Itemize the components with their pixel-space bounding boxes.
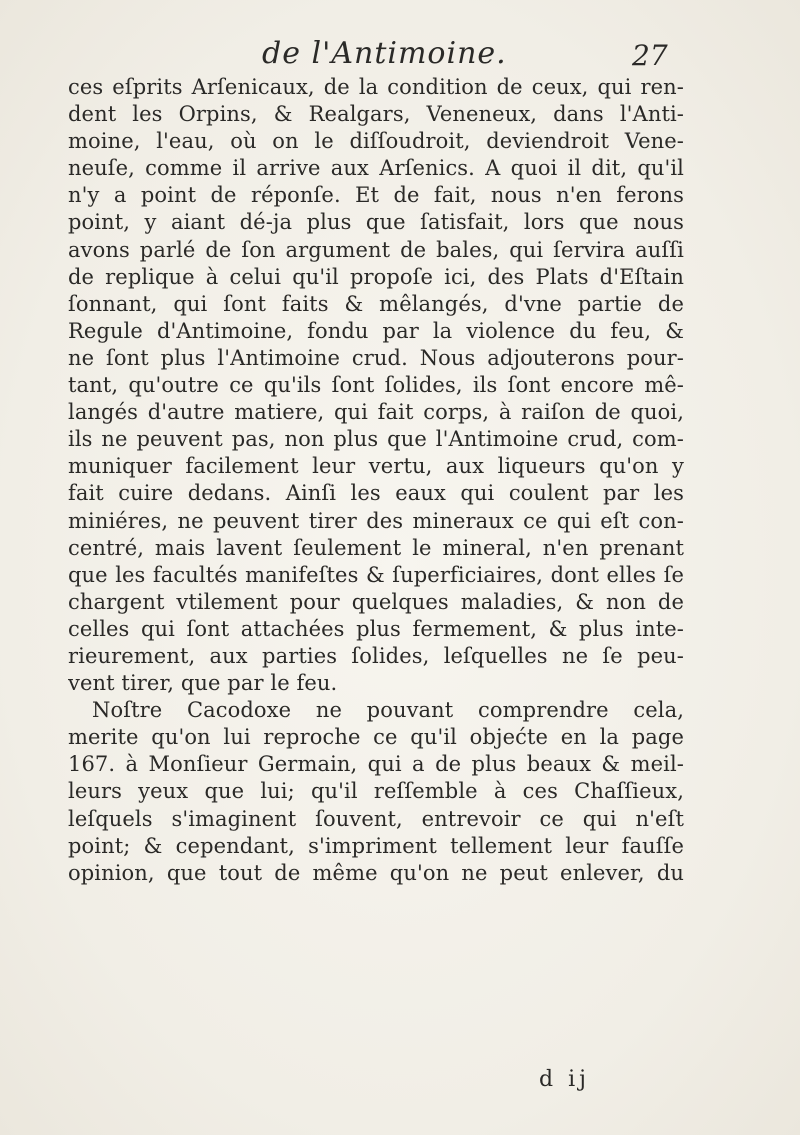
text-line: merite qu'on lui reproche ce qu'il objećte en la page [68,725,684,750]
text-line: Noſtre Cacodoxe ne pouvant comprendre cela, [92,698,684,723]
signature-mark: d ij [539,1067,590,1092]
text-line: avons parlé de ſon argument de bales, qui ſervira auſſi [68,237,684,262]
text-line: langés d'autre matiere, qui fait corps, à raiſon de quoi, [68,400,684,425]
text-line: chargent vtilement pour quelques maladies, & non de [68,589,684,614]
text-line: point; & cependant, s'impriment tellement leur fauſſe [68,833,684,858]
text-line: vent tirer, que par le feu. [68,671,338,696]
text-line: n'y a point de réponſe. Et de fait, nous n'en ferons [68,183,684,208]
text-line: 167. à Monſieur Germain, qui a de plus beaux & meil- [68,752,684,777]
running-title: de l'Antimoine. [262,36,507,71]
text-line: muniquer facilement leur vertu, aux liqueurs qu'on y [68,454,684,479]
text-line: Regule d'Antimoine, fondu par la violence du feu, & [68,318,684,343]
page-number: 27 [632,39,668,72]
text-line: ne ſont plus l'Antimoine crud. Nous adjouterons pour- [68,345,684,370]
text-line: opinion, que tout de même qu'on ne peut enlever, du [68,860,684,885]
text-line: ſonnant, qui ſont faits & mêlangés, d'vne partie de [68,291,684,316]
body-text [68,74,684,887]
text-line: rieurement, aux parties ſolides, leſquelles ne ſe peu- [68,643,684,668]
text-line: centré, mais lavent ſeulement le mineral, n'en prenant [68,535,684,560]
text-line: ils ne peuvent pas, non plus que l'Antimoine crud, com- [68,427,684,452]
text-line: leurs yeux que lui; qu'il reſſemble à ces Chaſſieux, [68,779,684,804]
running-head [0,34,800,74]
text-line: leſquels s'imaginent ſouvent, entrevoir ce qui n'eſt [68,806,684,831]
text-line: que les facultés manifeſtes & ſuperficiaires, dont elles ſe [68,562,684,587]
text-line: moine, l'eau, où on le diſſoudroit, deviendroit Vene- [68,129,684,154]
text-line: celles qui ſont attachées plus fermement, & plus inte- [68,616,684,641]
text-line: miniéres, ne peuvent tirer des mineraux ce qui eſt con- [68,508,684,533]
text-line: point, y aiant dé-ja plus que ſatisfait, lors que nous [68,210,684,235]
text-line: dent les Orpins, & Realgars, Veneneux, dans l'Anti- [68,102,684,127]
text-line: de replique à celui qu'il propoſe ici, des Plats d'Eſtain [68,264,684,289]
text-line: neuſe, comme il arrive aux Arſenics. A quoi il dit, qu'il [68,156,684,181]
text-line: fait cuire dedans. Ainſi les eaux qui coulent par les [68,481,684,506]
text-line: ces eſprits Arſenicaux, de la condition de ceux, qui ren- [68,75,684,99]
text-line: tant, qu'outre ce qu'ils ſont ſolides, ils ſont encore mê- [68,373,684,398]
